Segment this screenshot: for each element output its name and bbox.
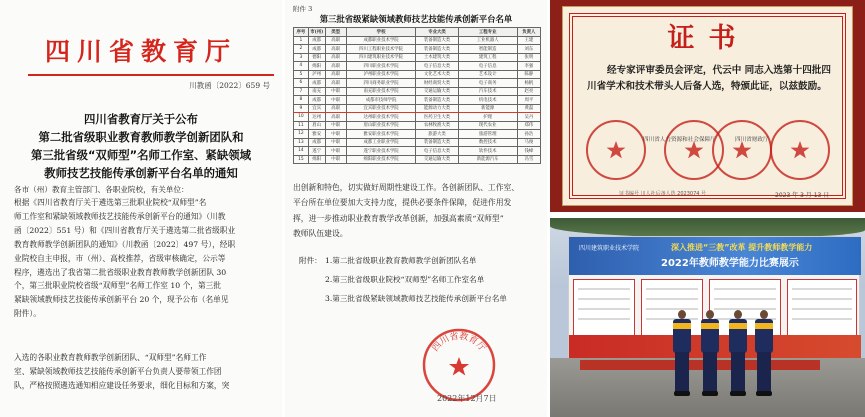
table-cell: 陈静: [517, 70, 540, 79]
table-cell: 高职: [325, 70, 346, 79]
body-line: 室、紧缺领域教师技艺技能传承创新平台负责人要带领工作团: [14, 366, 222, 376]
table-cell: 9: [294, 104, 309, 113]
table-row: [294, 104, 541, 113]
table-cell: 泸州职业技术学院: [346, 70, 416, 79]
body-line: 紧缺领域教师技艺技能传承创新平台 20 个，现予公布（名单见: [14, 295, 229, 305]
table-cell: 雅安: [308, 130, 325, 139]
heading-line: 教师技艺技能传承创新平台名单的通知: [44, 166, 238, 180]
table-cell: 交通运输大类: [416, 87, 458, 96]
table-cell: 钱峰: [517, 147, 540, 156]
table-cell: 电子商务: [458, 79, 517, 88]
table-cell: 现代农业: [458, 121, 517, 130]
seal-label: 四川省财政厅: [735, 137, 769, 143]
body-line: 挥，进一步推动职业教育教学改革创新，加强高素质“双师型”: [293, 213, 504, 223]
table-row: [294, 96, 541, 105]
table-cell: 电子信息大类: [416, 62, 458, 71]
table-cell: 中职: [325, 121, 346, 130]
table-cell: 艺术设计: [458, 70, 517, 79]
table-row: [294, 36, 541, 45]
body-line: 出创新和特色，切实做好周期性建设工作。各创新团队、工作室、: [293, 183, 520, 192]
table-cell: 泸州: [308, 70, 325, 79]
attachment-item: 2.第三批省级职业院校“双师型”名师工作室名单: [325, 275, 485, 284]
body-line: 业院校自主申报，市（州）、高校推荐，省级审核确定，公示等: [14, 253, 226, 263]
table-cell: 杨帆: [517, 79, 540, 88]
body-line: 入选的各职业教育教师教学创新团队、“双师型”名师工作: [14, 353, 207, 362]
certificate-title: 证书: [667, 23, 750, 54]
table-cell: 中职: [325, 138, 346, 147]
table-cell: 黄磊: [517, 104, 540, 113]
table-cell: 旅游管理: [458, 130, 517, 139]
table-cell: 中职: [325, 155, 346, 164]
table-row: [294, 130, 541, 139]
table-cell: 周平: [517, 96, 540, 105]
table-row: [294, 155, 541, 164]
certificate-seal-icon: [711, 119, 773, 181]
table-cell: 南充职业技术学院: [346, 87, 416, 96]
certificate-photo: [550, 0, 865, 212]
table-cell: 成都: [308, 79, 325, 88]
display-board: [787, 279, 857, 337]
body-line: 教师队伍建设。: [293, 229, 348, 239]
table-row: [294, 138, 541, 147]
table-cell: 交通运输大类: [416, 155, 458, 164]
table-cell: 高职: [325, 36, 346, 45]
table-cell: 李强: [517, 62, 540, 71]
person-figure: [754, 310, 774, 400]
table-cell: 6: [294, 79, 309, 88]
table-cell: 机电技术: [458, 96, 517, 105]
table-cell: 南充: [308, 87, 325, 96]
notice-body: [14, 196, 276, 321]
table-cell: 冯雪: [517, 155, 540, 164]
table-cell: 12: [294, 130, 309, 139]
certificate-text: 经专家评审委员会评定，代云中 同志入选第十四批四川省学术和技术带头人后备人选，特颁此证，以兹鼓励。: [587, 65, 831, 92]
table-cell: 四川职业技术学院: [346, 62, 416, 71]
red-header-rule: [28, 74, 274, 76]
document-number: 川教函〔2022〕659 号: [189, 81, 270, 90]
banner-title: 2022年教师教学能力比赛展示: [661, 258, 799, 269]
table-cell: 四川建筑职业技术学院: [346, 53, 416, 62]
table-cell: 遂宁职业技术学院: [346, 147, 416, 156]
table-row: [294, 79, 541, 88]
body-line: 队，严格按照遴选通知相应建设任务要求，细化目标和方案，突: [14, 380, 230, 390]
column-header: 学校: [346, 28, 416, 37]
table-cell: 吴丹: [517, 113, 540, 122]
column-header: 工程专业: [458, 28, 517, 37]
body-line: 平台所在单位要加大支持力度，提供必要条件保障，促进作用发: [293, 198, 512, 208]
table-cell: 护理: [458, 113, 517, 122]
table-cell: 13: [294, 138, 309, 147]
heading-line: 第三批省级“双师型”名师工作室、紧缺领域: [30, 148, 251, 162]
notice-body-continued: [14, 351, 276, 393]
svg-text:四川省教育厅: [430, 330, 488, 354]
column-header: 类型: [325, 28, 346, 37]
table-cell: 医药卫生大类: [416, 113, 458, 122]
table-cell: 高职: [325, 45, 346, 54]
table-cell: 宜宾: [308, 104, 325, 113]
table-cell: 达州职业技术学院: [346, 113, 416, 122]
table-cell: 11: [294, 121, 309, 130]
certificate-seal-icon: [769, 119, 831, 181]
person-figure: [728, 310, 748, 400]
table-cell: 刘东: [517, 45, 540, 54]
table-cell: 高职: [325, 53, 346, 62]
table-cell: 雅安职业技术学院: [346, 130, 416, 139]
table-cell: 眉山职业技术学院: [346, 121, 416, 130]
table-cell: 1: [294, 36, 309, 45]
appendix-list-document: [285, 0, 547, 417]
table-row: [294, 62, 541, 71]
column-header: 市(州): [308, 28, 325, 37]
table-cell: 德阳: [308, 53, 325, 62]
table-cell: 中职: [325, 130, 346, 139]
table-cell: 智能制造: [458, 45, 517, 54]
table-cell: 中职: [325, 87, 346, 96]
certificate-paper: [562, 6, 853, 206]
column-header: 序号: [294, 28, 309, 37]
table-cell: 绵阳: [308, 62, 325, 71]
notice-salutation: 各市（州）教育主管部门、各职业院校，有关单位：: [14, 185, 189, 194]
table-cell: 新能源汽车: [458, 155, 517, 164]
table-cell: 装备制造大类: [416, 45, 458, 54]
table-cell: 孙浩: [517, 130, 540, 139]
table-cell: 郑伟: [517, 121, 540, 130]
table-cell: 5: [294, 70, 309, 79]
table-cell: 达州: [308, 113, 325, 122]
table-cell: 财经商贸大类: [416, 79, 458, 88]
table-cell: 宜宾职业技术学院: [346, 104, 416, 113]
heading-line: 四川省教育厅关于公布: [84, 112, 198, 126]
person-figure: [672, 310, 692, 400]
table-cell: 中职: [325, 147, 346, 156]
table-cell: 15: [294, 155, 309, 164]
body-line: 教育教师教学创新团队的通知》（川教函〔2022〕497 号），经职: [14, 239, 236, 249]
table-cell: 高职: [325, 79, 346, 88]
table-cell: 能源动力大类: [416, 104, 458, 113]
table-cell: 眉山: [308, 121, 325, 130]
body-line: 附件）。: [14, 309, 41, 319]
table-row: [294, 87, 541, 96]
table-row: [294, 113, 541, 122]
table-cell: 高职: [325, 62, 346, 71]
heading-line: 第二批省级职业教育教师教学创新团队和: [38, 130, 244, 144]
table-cell: 张明: [517, 53, 540, 62]
notice-heading: [10, 110, 272, 182]
table-row: [294, 121, 541, 130]
table-cell: 4: [294, 62, 309, 71]
seal-label: 四川省人力资源和社会保障厅: [643, 137, 716, 143]
table-header-row: [294, 28, 541, 37]
table-cell: 8: [294, 96, 309, 105]
table-cell: 农林牧渔大类: [416, 121, 458, 130]
table-title: 第三批省级紧缺领域教师技艺技能传承创新平台名单: [319, 14, 513, 24]
table-cell: 10: [294, 113, 309, 122]
table-cell: 装备制造大类: [416, 96, 458, 105]
table-cell: 绵阳职业技术学院: [346, 155, 416, 164]
display-board: [573, 279, 635, 337]
table-cell: 装备制造大类: [416, 138, 458, 147]
bureau-title: 四川省教育厅: [44, 37, 237, 66]
table-row: [294, 147, 541, 156]
platform-list-table: [293, 27, 541, 164]
table-cell: 电子信息大类: [416, 147, 458, 156]
table-cell: 王建: [517, 36, 540, 45]
table-cell: 装备制造大类: [416, 36, 458, 45]
table-cell: 成都市技师学院: [346, 96, 416, 105]
table-row: [294, 45, 541, 54]
body-line: 个，第三批职业院校省级“双师型”名师工作室 10 个，第三批: [14, 281, 222, 291]
attachment-heading: 附件：: [299, 256, 322, 265]
table-cell: 3: [294, 53, 309, 62]
table-cell: 成都工业职业学院: [346, 138, 416, 147]
table-cell: 成都: [308, 36, 325, 45]
table-body: [294, 36, 541, 164]
table-cell: 电子信息: [458, 62, 517, 71]
official-notice-document: [0, 0, 282, 417]
attachment-item: 3.第三批省级紧缺领域教师技艺技能传承创新平台名单: [325, 294, 507, 303]
table-cell: 成都: [308, 138, 325, 147]
certificate-date: 2023 年 3 月 13 日: [775, 192, 830, 199]
table-cell: 7: [294, 87, 309, 96]
certificate-seal-icon: [585, 119, 647, 181]
banner-header: [569, 237, 861, 275]
table-row: [294, 53, 541, 62]
attachment-item: 1.第二批省级职业教育教师教学创新团队名单: [325, 256, 477, 265]
issue-date: 2022年12月7日: [437, 394, 497, 403]
table-cell: 四川商务职业学院: [346, 79, 416, 88]
table-cell: 汽车技术: [458, 87, 517, 96]
table-cell: 高职: [325, 113, 346, 122]
table-cell: 高职: [325, 104, 346, 113]
table-cell: 工业机器人: [458, 36, 517, 45]
table-cell: 赵亮: [517, 87, 540, 96]
table-cell: 2: [294, 45, 309, 54]
table-cell: 旅游大类: [416, 130, 458, 139]
column-header: 负责人: [517, 28, 540, 37]
table-cell: 软件技术: [458, 147, 517, 156]
body-line: 师工作室和紧缺领域教师技艺技能传承创新平台的通知》（川教: [14, 211, 226, 221]
table-row: [294, 70, 541, 79]
appendix-label: 附件 3: [293, 5, 313, 13]
table-cell: 四川工程职业技术学院: [346, 45, 416, 54]
table-cell: 遂宁: [308, 147, 325, 156]
body-line: 函〔2022〕551 号）和《四川省教育厅关于遴选第二批省级职业: [14, 225, 236, 235]
table-cell: 马俊: [517, 138, 540, 147]
banner-slogan: 深入推进“三教”改革 提升教师教学能力: [671, 243, 813, 252]
column-header: 专业大类: [416, 28, 458, 37]
body-line: 程序，遴选出了我省第二批省级职业教育教师教学创新团队 30: [14, 267, 227, 277]
table-cell: 土木建筑大类: [416, 53, 458, 62]
banner-logo-text: 四川建筑职业技术学院: [579, 245, 640, 252]
table-cell: 数控技术: [458, 138, 517, 147]
table-cell: 文化艺术大类: [416, 70, 458, 79]
table-cell: 中职: [325, 96, 346, 105]
person-figure: [700, 310, 720, 400]
table-cell: 绵阳: [308, 155, 325, 164]
table-cell: 成都: [308, 45, 325, 54]
certificate-number: 证书编号 川人社后备人选 2023074 号: [619, 191, 707, 197]
table-cell: 建筑工程: [458, 53, 517, 62]
body-line: 根据《四川省教育厅关于遴选第三批职业院校“双师型”名: [14, 198, 207, 207]
table-cell: 成都: [308, 96, 325, 105]
table-cell: 新能源: [458, 104, 517, 113]
continued-paragraph: [293, 180, 541, 242]
seal-lettering: 四川省教育厅: [430, 331, 488, 354]
table-cell: 成都职业技术学院: [346, 36, 416, 45]
table-cell: 14: [294, 147, 309, 156]
team-photo: [550, 218, 865, 417]
official-red-seal-icon: [421, 327, 497, 403]
